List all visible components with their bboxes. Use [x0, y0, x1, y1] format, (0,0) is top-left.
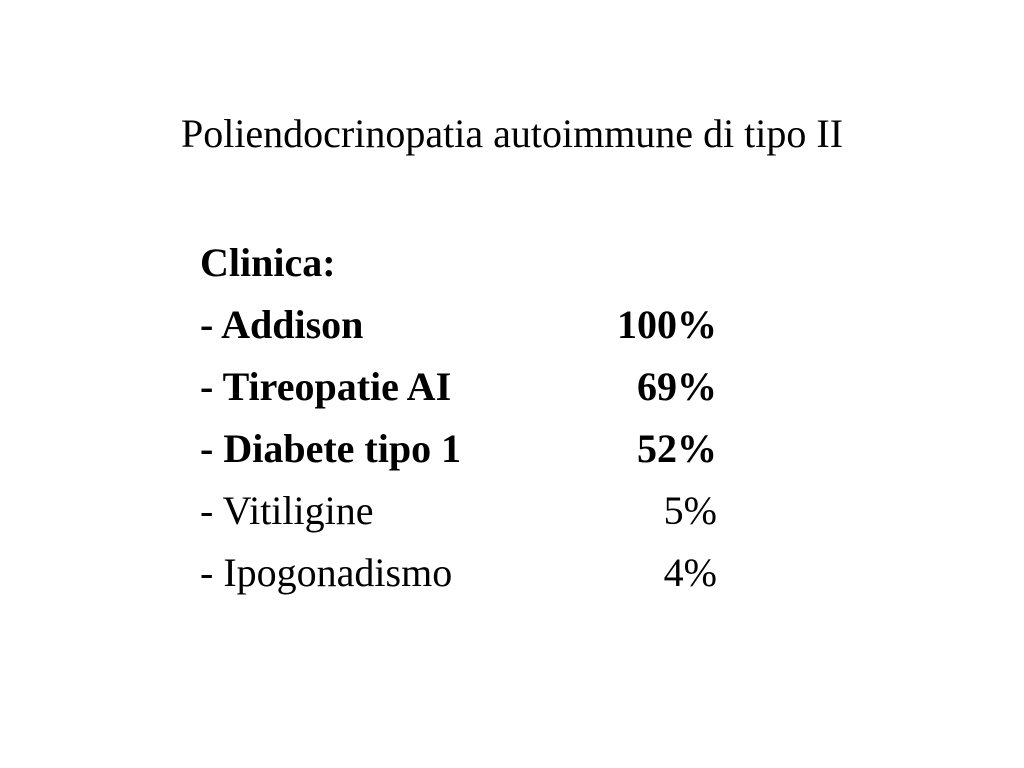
item-percentage: 5%: [663, 488, 717, 533]
item-label: - Vitiligine: [200, 488, 374, 533]
slide-title: Poliendocrinopatia autoimmune di tipo II: [180, 111, 844, 156]
item-label: - Ipogonadismo: [200, 550, 453, 595]
item-label: - Diabete tipo 1: [200, 426, 462, 471]
list-item-diabete: [200, 418, 760, 480]
item-percentage: 4%: [663, 550, 717, 595]
item-percentage: 100%: [617, 302, 717, 347]
list-item-addison: [200, 294, 760, 356]
list-item-tireopatie: [200, 356, 760, 418]
section-heading: Clinica:: [200, 240, 336, 285]
item-label: - Addison: [200, 302, 364, 347]
clinical-list: [200, 232, 760, 604]
item-label: - Tireopatie AI: [200, 364, 452, 409]
list-item-ipogonadismo: [200, 542, 760, 604]
list-item-vitiligine: [200, 480, 760, 542]
item-percentage: 52%: [637, 426, 717, 471]
item-percentage: 69%: [637, 364, 717, 409]
